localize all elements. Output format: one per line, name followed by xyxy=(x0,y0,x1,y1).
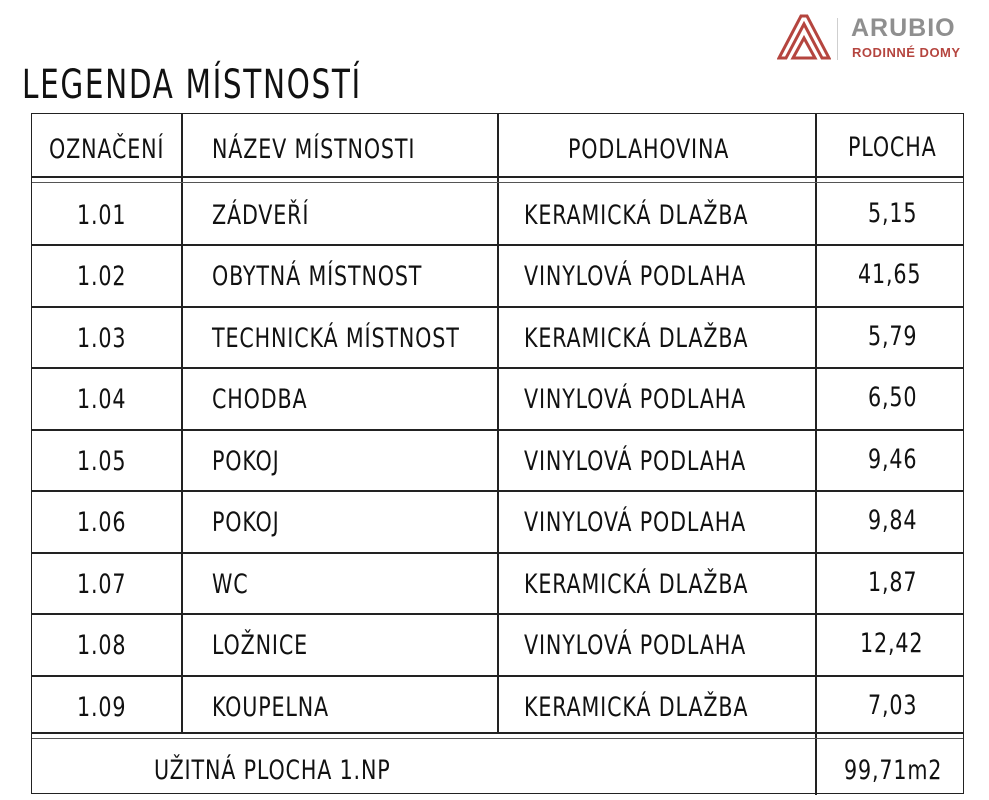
row-9-id: 1.09 xyxy=(77,692,127,723)
row-3-id: 1.03 xyxy=(77,323,127,354)
row-7-floor: KERAMICKÁ DLAŽBA xyxy=(524,569,749,600)
row-3-floor: KERAMICKÁ DLAŽBA xyxy=(524,323,749,354)
row-divider xyxy=(32,244,963,246)
row-6-id: 1.06 xyxy=(77,507,127,538)
row-divider xyxy=(32,552,963,554)
row-1-name: ZÁDVEŘÍ xyxy=(212,200,310,231)
logo-tagline: RODINNÉ DOMY xyxy=(852,45,961,60)
row-7-name: WC xyxy=(212,569,249,600)
row-4-area: 6,50 xyxy=(868,382,918,413)
total-separator xyxy=(32,732,963,734)
row-5-name: POKOJ xyxy=(212,446,280,477)
header-area: PLOCHA xyxy=(848,132,937,163)
total-value: 99,71m2 xyxy=(844,755,943,786)
row-7-id: 1.07 xyxy=(77,569,127,600)
row-divider xyxy=(32,306,963,308)
row-4-name: CHODBA xyxy=(212,384,308,415)
row-5-floor: VINYLOVÁ PODLAHA xyxy=(524,446,747,477)
row-9-name: KOUPELNA xyxy=(212,692,330,723)
column-divider xyxy=(815,114,817,795)
row-2-area: 41,65 xyxy=(858,259,922,290)
total-separator xyxy=(32,738,963,739)
row-1-id: 1.01 xyxy=(77,200,127,231)
row-4-floor: VINYLOVÁ PODLAHA xyxy=(524,384,747,415)
row-8-floor: VINYLOVÁ PODLAHA xyxy=(524,630,747,661)
column-divider xyxy=(497,114,499,732)
logo-brand: ARUBIO xyxy=(851,14,956,42)
row-2-floor: VINYLOVÁ PODLAHA xyxy=(524,261,747,292)
header-name: NÁZEV MÍSTNOSTI xyxy=(212,134,416,165)
row-8-name: LOŽNICE xyxy=(212,630,309,661)
row-8-area: 12,42 xyxy=(860,628,924,659)
row-9-floor: KERAMICKÁ DLAŽBA xyxy=(524,692,749,723)
row-divider xyxy=(32,429,963,431)
row-divider xyxy=(32,613,963,615)
row-6-name: POKOJ xyxy=(212,507,280,538)
row-divider xyxy=(32,490,963,492)
row-3-name: TECHNICKÁ MÍSTNOST xyxy=(212,323,460,354)
row-6-floor: VINYLOVÁ PODLAHA xyxy=(524,507,747,538)
row-6-area: 9,84 xyxy=(868,505,918,536)
company-logo xyxy=(777,12,977,64)
page-title: LEGENDA MÍSTNOSTÍ xyxy=(22,62,362,108)
total-label: UŽITNÁ PLOCHA 1.NP xyxy=(154,755,391,786)
row-3-area: 5,79 xyxy=(868,321,918,352)
arubio-a-logo-icon xyxy=(777,14,831,60)
header-floor: PODLAHOVINA xyxy=(568,134,730,165)
row-8-id: 1.08 xyxy=(77,630,127,661)
header-id: OZNAČENÍ xyxy=(49,134,165,165)
row-divider xyxy=(32,367,963,369)
row-5-area: 9,46 xyxy=(868,444,918,475)
row-1-floor: KERAMICKÁ DLAŽBA xyxy=(524,200,749,231)
row-2-id: 1.02 xyxy=(77,261,127,292)
row-1-area: 5,15 xyxy=(868,198,918,229)
row-5-id: 1.05 xyxy=(77,446,127,477)
room-legend-table xyxy=(31,113,964,794)
row-divider xyxy=(32,675,963,677)
column-divider xyxy=(181,114,183,732)
row-4-id: 1.04 xyxy=(77,384,127,415)
header-separator xyxy=(32,182,963,183)
row-7-area: 1,87 xyxy=(868,567,918,598)
logo-divider xyxy=(837,18,838,60)
row-9-area: 7,03 xyxy=(868,690,918,721)
header-separator xyxy=(32,176,963,178)
row-2-name: OBYTNÁ MÍSTNOST xyxy=(212,261,423,292)
